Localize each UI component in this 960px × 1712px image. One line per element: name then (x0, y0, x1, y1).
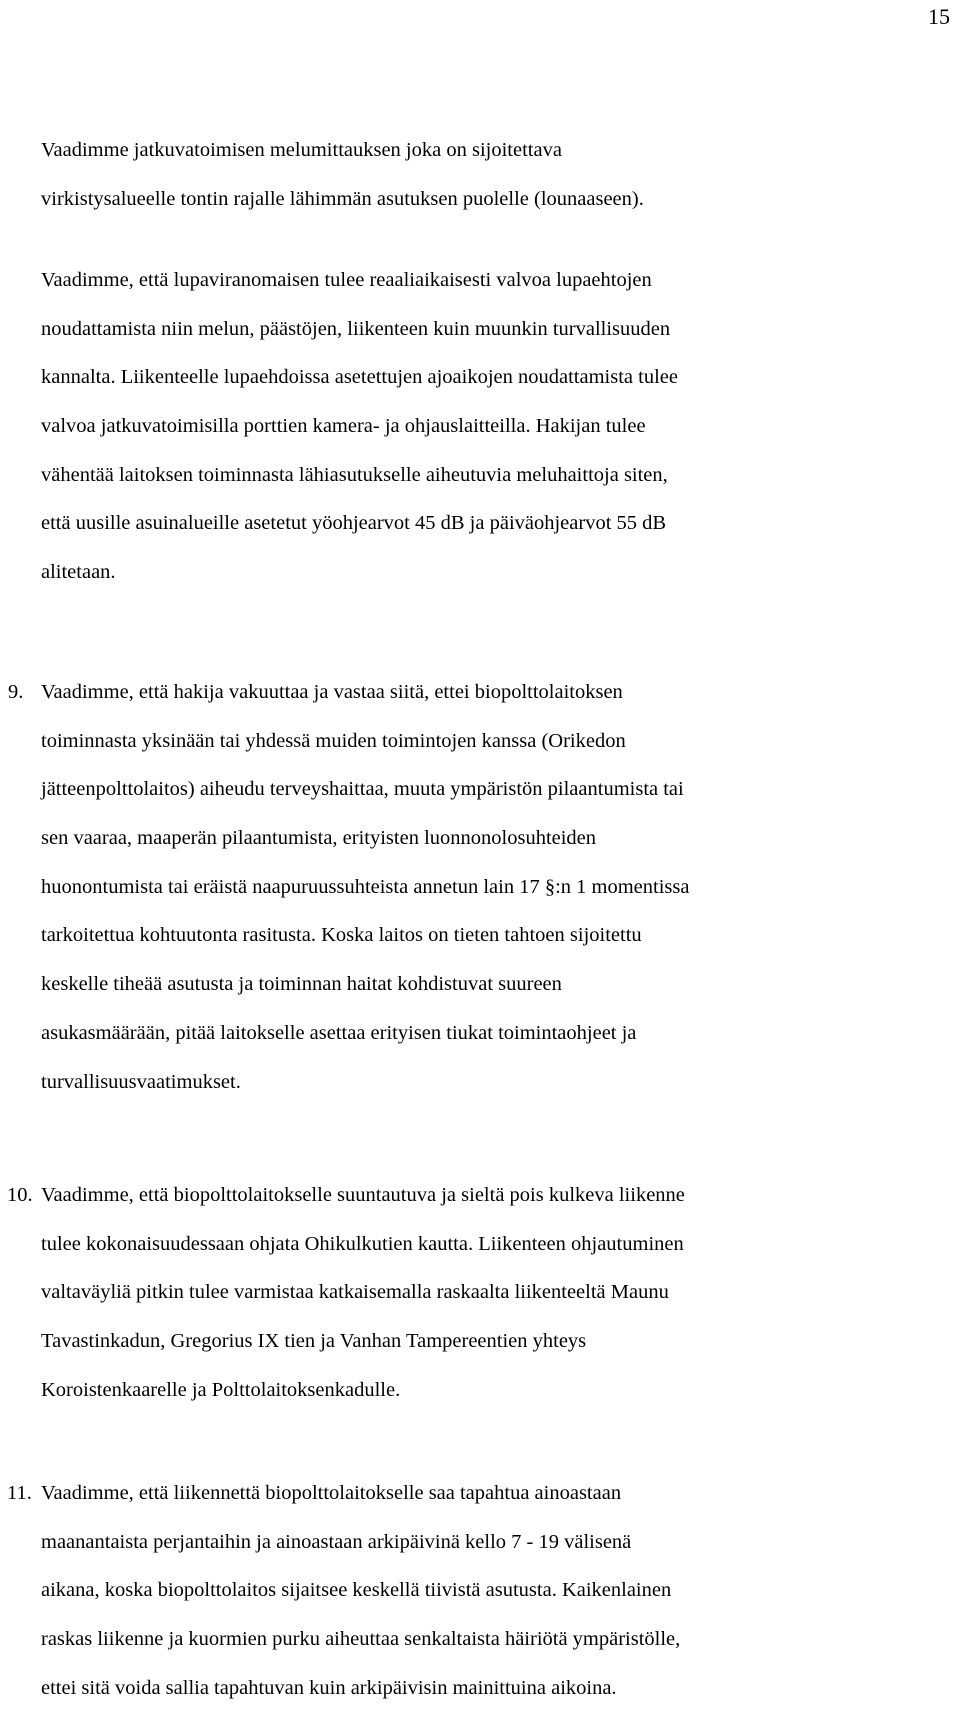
text-line: noudattamista niin melun, päästöjen, liikenteen kuin muunkin turvallisuuden (41, 317, 671, 340)
text-line: turvallisuusvaatimukset. (41, 1070, 241, 1093)
list-item-11 (7, 1469, 960, 1712)
list-item-10 (7, 1171, 960, 1414)
text-line: toiminnasta yksinään tai yhdessä muiden toimintojen kanssa (Orikedon (41, 729, 626, 752)
item-number: 9. (8, 681, 24, 703)
text-line: maanantaista perjantaihin ja ainoastaan arkipäivinä kello 7 - 19 välisenä (41, 1530, 632, 1553)
text-line: asukasmäärään, pitää laitokselle asettaa erityisen tiukat toimintaohjeet ja (41, 1021, 637, 1044)
text-line: raskas liikenne ja kuormien purku aiheuttaa senkaltaista häiriötä ympäristölle, (41, 1628, 681, 1651)
text-line: Vaadimme jatkuvatoimisen melumittauksen joka on sijoitettava (41, 139, 562, 161)
text-line: että uusille asuinalueille asetetut yöohjearvot 45 dB ja päiväohjearvot 55 dB (41, 512, 667, 535)
text-line: valtaväyliä pitkin tulee varmistaa katkaisemalla raskaalta liikenteeltä Maunu (41, 1281, 669, 1304)
text-line: aikana, koska biopolttolaitos sijaitsee keskellä tiivistä asutusta. Kaikenlainen (41, 1579, 672, 1602)
text-line: Koroistenkaarelle ja Polttolaitoksenkadulle. (41, 1378, 401, 1401)
text-line: tarkoitettua kohtuutonta rasitusta. Koska laitos on tieten tahtoen sijoitettu (41, 924, 642, 947)
text-line: Vaadimme, että lupaviranomaisen tulee reaaliaikaisesti valvoa lupaehtojen (41, 269, 652, 291)
text-line: keskelle tiheää asutusta ja toiminnan haitat kohdistuvat suureen (41, 973, 562, 996)
item-number: 11. (7, 1482, 32, 1504)
text-line: alitetaan. (41, 561, 116, 584)
text-line: vähentää laitoksen toiminnasta lähiasutukselle aiheutuvia meluhaittoja siten, (41, 463, 668, 486)
text-line: Vaadimme, että biopolttolaitokselle suuntautuva ja sieltä pois kulkeva liikenne (41, 1184, 685, 1206)
text-line: ettei sitä voida sallia tapahtuvan kuin arkipäivisin mainittuina aikoina. (41, 1676, 617, 1699)
paragraph-supervision (41, 256, 960, 597)
text-line: virkistysalueelle tontin rajalle lähimmän asutuksen puolelle (lounaaseen). (41, 187, 644, 210)
page-number: 15 (928, 4, 950, 29)
text-line: Vaadimme, että liikennettä biopolttolaitokselle saa tapahtua ainoastaan (41, 1482, 622, 1504)
text-line: huonontumista tai eräistä naapuruussuhteista annetun lain 17 §:n 1 momentissa (41, 875, 690, 898)
text-line: tulee kokonaisuudessaan ohjata Ohikulkutien kautta. Liikenteen ohjautuminen (41, 1232, 684, 1255)
text-line: jätteenpolttolaitos) aiheudu terveyshaittaa, muuta ympäristön pilaantumista tai (41, 778, 684, 801)
list-item-9 (8, 668, 960, 1106)
item-number: 10. (7, 1184, 33, 1206)
paragraph-noise-monitoring (41, 126, 960, 223)
text-line: valvoa jatkuvatoimisilla porttien kamera- ja ohjauslaitteilla. Hakijan tulee (41, 415, 646, 438)
text-line: kannalta. Liikenteelle lupaehdoissa asetettujen ajoaikojen noudattamista tulee (41, 366, 678, 389)
text-line: Vaadimme, että hakija vakuuttaa ja vastaa siitä, ettei biopolttolaitoksen (41, 681, 623, 703)
text-line: sen vaaraa, maaperän pilaantumista, erityisten luonnonolosuhteiden (41, 827, 597, 850)
text-line: Tavastinkadun, Gregorius IX tien ja Vanhan Tampereentien yhteys (41, 1330, 587, 1353)
